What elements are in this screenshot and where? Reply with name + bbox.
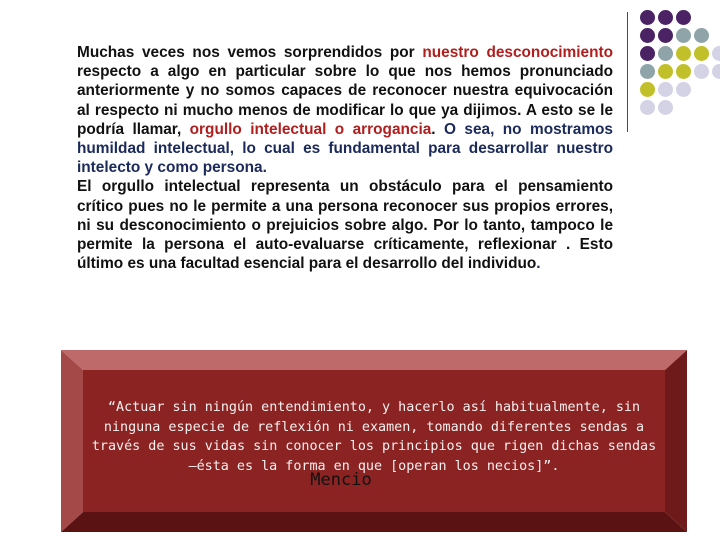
paragraph-obstaculo <box>77 177 613 273</box>
quote-line: —ésta es la forma en que [operan los necios]”. <box>188 458 560 474</box>
decorative-dot <box>658 100 673 115</box>
decorative-dot-grid <box>640 10 720 120</box>
body-text <box>77 43 613 273</box>
decorative-dot <box>676 46 691 61</box>
decorative-dot <box>676 82 691 97</box>
quote-line: ninguna especie de reflexión ni examen, tomando diferentes sendas a <box>103 419 645 435</box>
decorative-dot <box>676 28 691 43</box>
decorative-dot <box>694 46 709 61</box>
decorative-dot <box>640 28 655 43</box>
decorative-dot <box>640 82 655 97</box>
decorative-dot <box>640 46 655 61</box>
decorative-vertical-line <box>627 12 628 132</box>
decorative-dot <box>658 64 673 79</box>
highlight-nuestro-desconocimiento: nuestro desconocimiento <box>422 44 614 61</box>
decorative-dot <box>712 46 720 61</box>
highlight-orgullo-intelectual: orgullo intelectual o arrogancia <box>189 120 432 138</box>
decorative-dot <box>694 64 709 79</box>
decorative-dot <box>640 64 655 79</box>
text-span: El orgullo intelectual representa un obstáculo para el pensamiento crítico pues no le permite a una persona reconocer sus propios errores, ni su desconocimiento o prejuicios sobre algo. Por lo tanto, tampoco le permite la persona el auto-evaluarse críticamente, reflexionar . Esto último es una facultad esencial para el desarrollo del individuo <box>77 178 613 273</box>
quote-author: Mencio <box>310 470 372 490</box>
decorative-dot <box>658 28 673 43</box>
decorative-dot <box>694 28 709 43</box>
decorative-dot <box>676 10 691 25</box>
quote-text <box>61 398 687 476</box>
banner-top-bevel <box>61 350 687 370</box>
quote-banner <box>61 350 687 532</box>
decorative-dot <box>658 82 673 97</box>
paragraph-orgullo <box>77 43 613 177</box>
quote-line: través de sus vidas sin conocer los principios que rigen dichas sendas <box>91 439 657 454</box>
decorative-dot <box>676 64 691 79</box>
decorative-dot <box>712 64 720 79</box>
highlight-humildad: O sea, no mostramos humildad intelectual, lo cual es fundamental para desarrollar nuestro intelecto y como persona. <box>77 120 613 177</box>
decorative-dot <box>658 10 673 25</box>
decorative-dot <box>640 10 655 25</box>
quote-line: “Actuar sin ningún entendimiento, y hacerlo así habitualmente, sin <box>107 400 641 415</box>
final-period: . <box>536 255 541 273</box>
text-span: respecto a algo en particular sobre lo que nos hemos pronunciado anteriormente y no somos capaces de reconocer nuestra equivocación al respecto ni mucho menos de modificar lo que ya dijimos. A esto se le podría llamar, <box>77 63 613 138</box>
text-span: Muchas veces nos vemos sorprendidos por <box>77 44 423 61</box>
text-span: . <box>431 120 444 138</box>
decorative-dot <box>640 100 655 115</box>
banner-bottom-bevel <box>61 512 687 532</box>
decorative-dot <box>658 46 673 61</box>
